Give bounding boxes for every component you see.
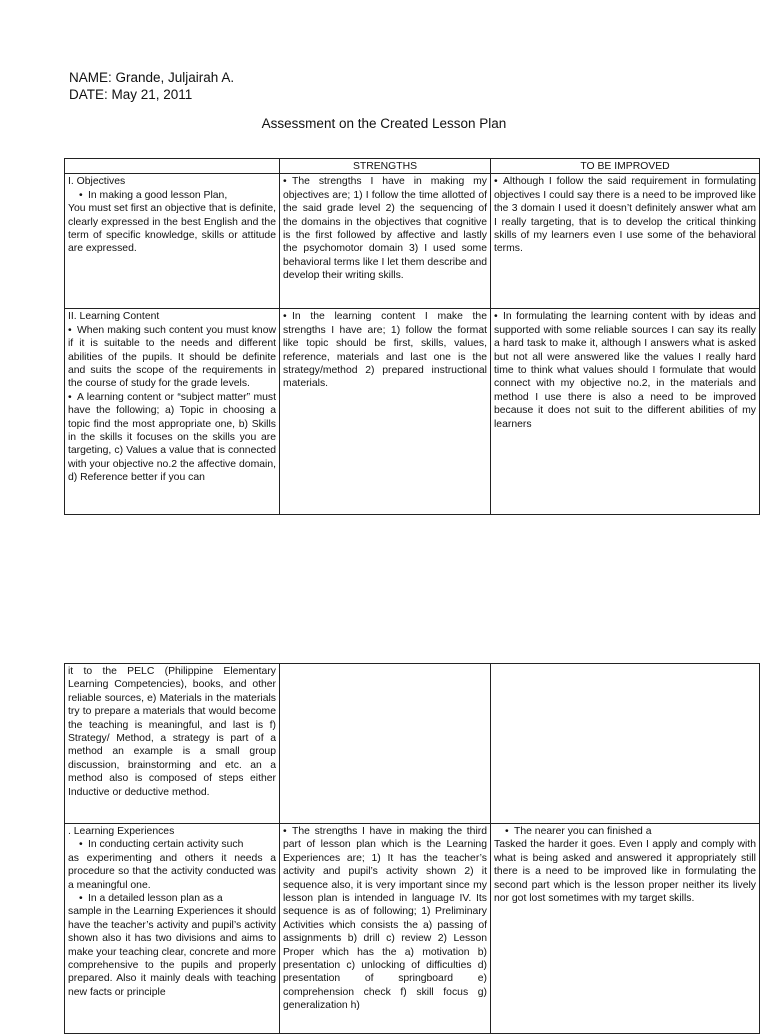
table-row-learning-content — [65, 309, 760, 515]
content-improve-cell — [491, 309, 760, 515]
objectives-improve-cell — [491, 174, 760, 309]
content-cell — [65, 309, 280, 515]
content-continued-improve-cell — [491, 664, 760, 824]
table-row-objectives — [65, 174, 760, 309]
content-continued-strengths-cell — [280, 664, 491, 824]
section-label-experiences: . Learning Experiences — [68, 826, 175, 837]
content-continued-text: it to the PELC (Philippine Elementary Learning Competencies), books, and other reliable sources, e) Materials in the materials try to prepare a materials that would become the teaching is meaningful, and last is f) Strategy/ Method, a strategy is part of a method an example is a small group discussion, brainstorming and etc. an a method also is composed of steps either Inductive or deductive method. — [68, 666, 276, 798]
assessment-table-page1 — [64, 158, 760, 515]
content-strengths-cell — [280, 309, 491, 515]
header-blank-cell — [65, 159, 280, 174]
objectives-strengths: • The strengths I have in making my objectives are; 1) I follow the time allotted of the said grade level 2) the sequencing of the domains in the objectives that cognitive is the first followed by affective and lastly the psychomotor domain 3) I used some behavioral terms like I let them describe and develop their writing skills. — [283, 175, 487, 282]
content-bullet-1: • When making such content you must know if it is suitable to the needs and different abilities of the pupils. It should be definite and suits the scope of the requirements in the course of study for the grade levels. — [68, 324, 276, 391]
experiences-text-2: sample in the Learning Experiences it should have the teacher’s activity and pupil’s activity shown also it has two divisions and aims to make your teaching clear, concrete and more comprehensive to the pupils and properly prepared. Also it mainly deals with teaching new facts or principle — [68, 906, 276, 998]
experiences-improve-bullet: • The nearer you can finished a — [494, 825, 756, 838]
experiences-cell — [65, 824, 280, 1034]
objectives-improve: • Although I follow the said requirement in formulating objectives I could say there is a need to be improved like the 3 domain I used it doesn’t definitely answer what am I really targeting, that is to develop the critical thinking skills of my learners even I use some of the behavioral terms. — [494, 175, 756, 255]
experiences-bullet-1: • In conducting certain activity such — [68, 838, 276, 851]
name-line: NAME: Grande, Juljairah A. — [69, 70, 235, 85]
date-line: DATE: May 21, 2011 — [69, 87, 193, 102]
content-continued-cell — [65, 664, 280, 824]
content-improve: • In formulating the learning content with by ideas and supported with some reliable sources I can say its really a hard task to make it, although I answers what is asked but not all were answered like the values I really hard time to think what values should I formulate that would connect with my objective no.2, in the materials and method I use there is also a need to be improved because it does not suit to the different abilities of my learners — [494, 310, 756, 431]
header-strengths: STRENGTHS — [280, 159, 491, 174]
experiences-strengths: • The strengths I have in making the third part of lesson plan which is the Learning Experiences are; 1) It has the teacher’s activity and pupil’s activity shown 2) it sequence also, it is very important since my lesson plan is intended in language IV. Its sequence is as of following; 1) Preliminary Activities which consists the a) passing of assignments b) drill c) review 2) Lesson Proper which has the a) motivation b) presentation c) unlocking of difficulties d) presentation of springboard e) comprehension check f) skill focus g) generalization h) — [283, 825, 487, 1013]
header-to-be-improved: TO BE IMPROVED — [491, 159, 760, 174]
content-strengths: • In the learning content I make the strengths I have are; 1) follow the format like topic should be first, skills, values, reference, materials and last one is the strategy/method 2) prepared instructional materials. — [283, 310, 487, 390]
section-label-content: II. Learning Content — [68, 311, 160, 323]
assessment-table-page2 — [64, 663, 760, 1034]
page-title: Assessment on the Created Lesson Plan — [261, 116, 507, 131]
table-header-row — [65, 159, 760, 174]
content-bullet-2: • A learning content or “subject matter” must have the following; a) Topic in choosing a topic find the most appropriate one, b) Skills in the skills it focuses on the skills you are targeting, c) Values a value that is connected with your objective no.2 the affective domain, d) Reference better if you can — [68, 391, 276, 485]
experiences-improve-text: Tasked the harder it goes. Even I apply and comply with what is being asked and answered it appropriately still there is a need to be improved like in formulating the second part which is the lesson proper neither its lively nor got lost sometimes with my target skills. — [494, 839, 756, 905]
objectives-strengths-cell — [280, 174, 491, 309]
experiences-text-1: as experimenting and others it needs a procedure so that the activity conducted was a meaningful one. — [68, 852, 276, 891]
table-row-learning-experiences — [65, 824, 760, 1034]
table-row-content-continued — [65, 664, 760, 824]
experiences-bullet-2: • In a detailed lesson plan as a — [68, 892, 276, 905]
experiences-improve-cell — [491, 824, 760, 1034]
objectives-cell — [65, 174, 280, 309]
objectives-text: You must set first an objective that is definite, clearly expressed in the best English and the term of specific knowledge, skills or attitude are expressed. — [68, 203, 276, 255]
objectives-bullet: • In making a good lesson Plan, — [68, 189, 276, 202]
experiences-strengths-cell — [280, 824, 491, 1034]
section-label-objectives: I. Objectives — [68, 176, 126, 188]
